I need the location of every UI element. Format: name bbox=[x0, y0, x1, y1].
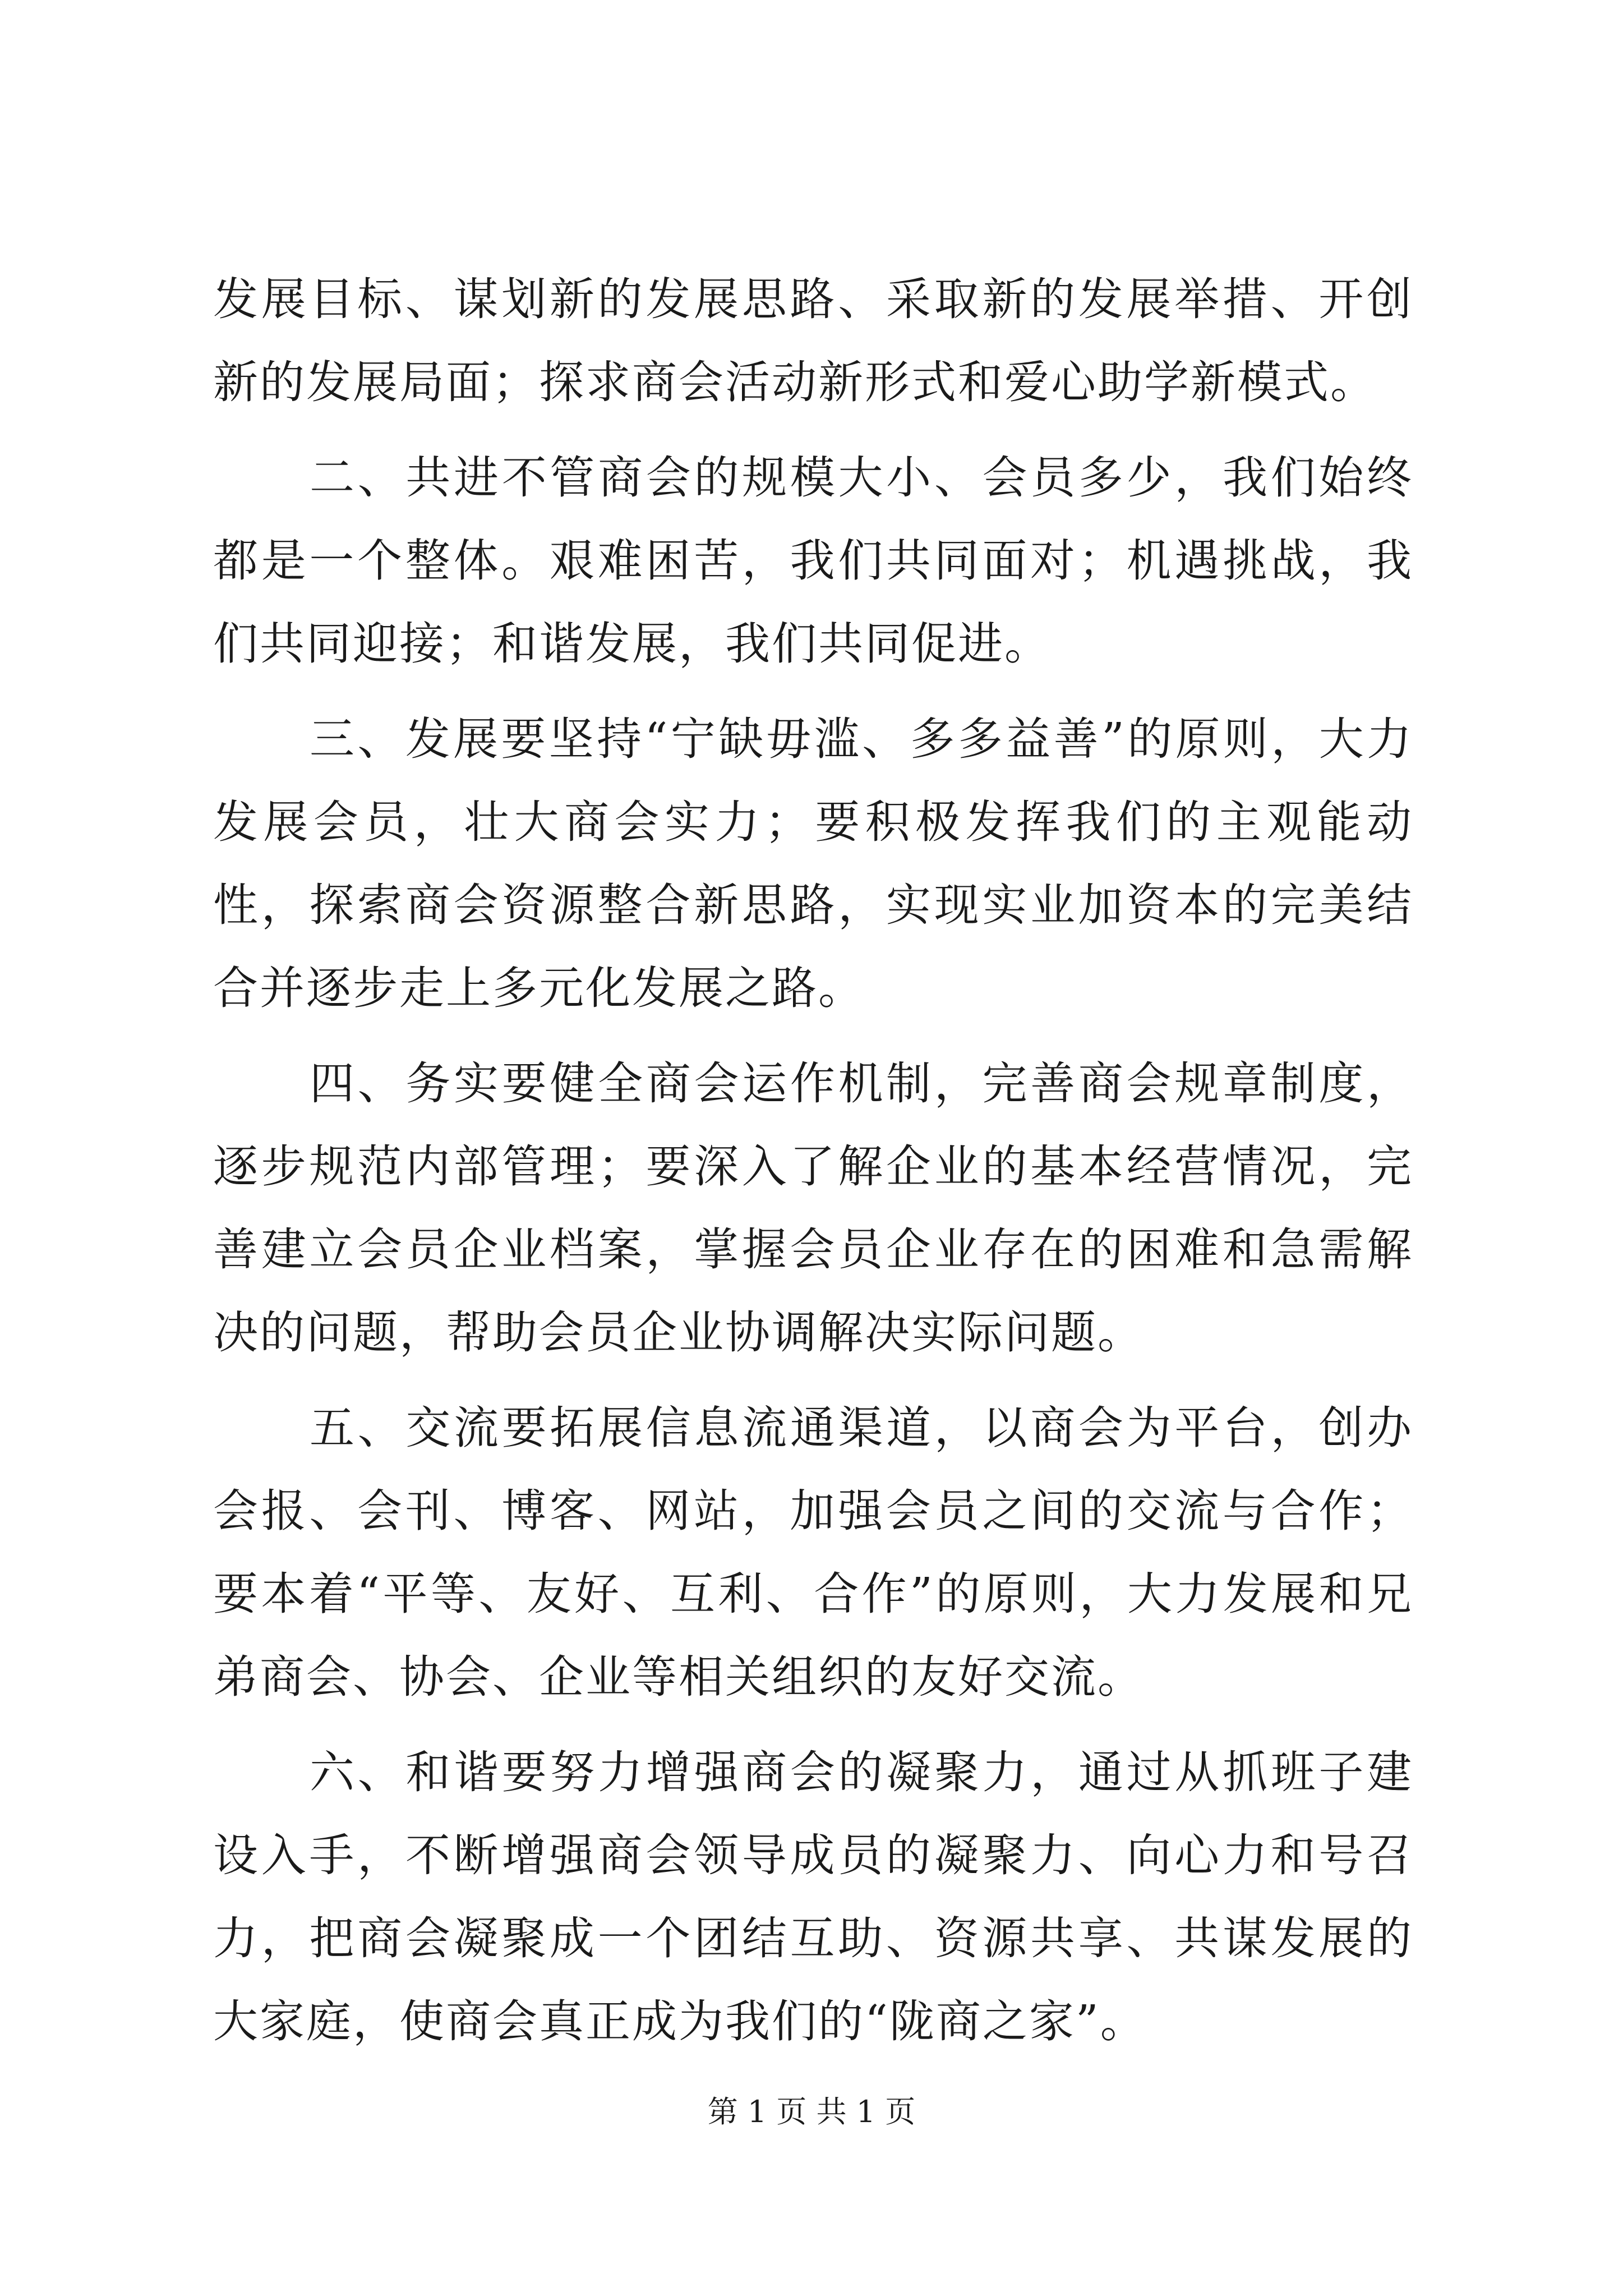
paragraph-jiaoliu: 五、交流要拓展信息流通渠道，以商会为平台，创办会报、会刊、博客、网站，加强会员之间的交流与合作；要本着“平等、友好、互利、合作”的原则，大力发展和兄弟商会、协会、企业等相关组织的友好交流。 bbox=[213, 1402, 1413, 1703]
paragraph-gongjin: 二、共进不管商会的规模大小、会员多少，我们始终都是一个整体。艰难困苦，我们共同面对；机遇挑战，我们共同迎接；和谐发展，我们共同促进。 bbox=[213, 452, 1413, 670]
page-footer bbox=[0, 2092, 1623, 2132]
paragraph-wushi: 四、务实要健全商会运作机制，完善商会规章制度，逐步规范内部管理；要深入了解企业的基本经营情况，完善建立会员企业档案，掌握会员企业存在的困难和急需解决的问题，帮助会员企业协调解决实际问题。 bbox=[213, 1057, 1413, 1359]
page-number-label: 第 1 页 共 1 页 bbox=[707, 2094, 916, 2129]
paragraph-hexie: 六、和谐要努力增强商会的凝聚力，通过从抓班子建设入手，不断增强商会领导成员的凝聚力、向心力和号召力，把商会凝聚成一个团结互助、资源共享、共谋发展的大家庭，使商会真正成为我们的“陇商之家”。 bbox=[213, 1746, 1413, 2047]
document-body bbox=[213, 258, 1413, 2063]
paragraph-continuation: 发展目标、谋划新的发展思路、采取新的发展举措、开创新的发展局面；探求商会活动新形式和爱心助学新模式。 bbox=[213, 273, 1413, 408]
paragraph-fazhan: 三、发展要坚持“宁缺毋滥、多多益善”的原则，大力发展会员，壮大商会实力；要积极发挥我们的主观能动性，探索商会资源整合新思路，实现实业加资本的完美结合并逐步走上多元化发展之路。 bbox=[213, 713, 1413, 1014]
